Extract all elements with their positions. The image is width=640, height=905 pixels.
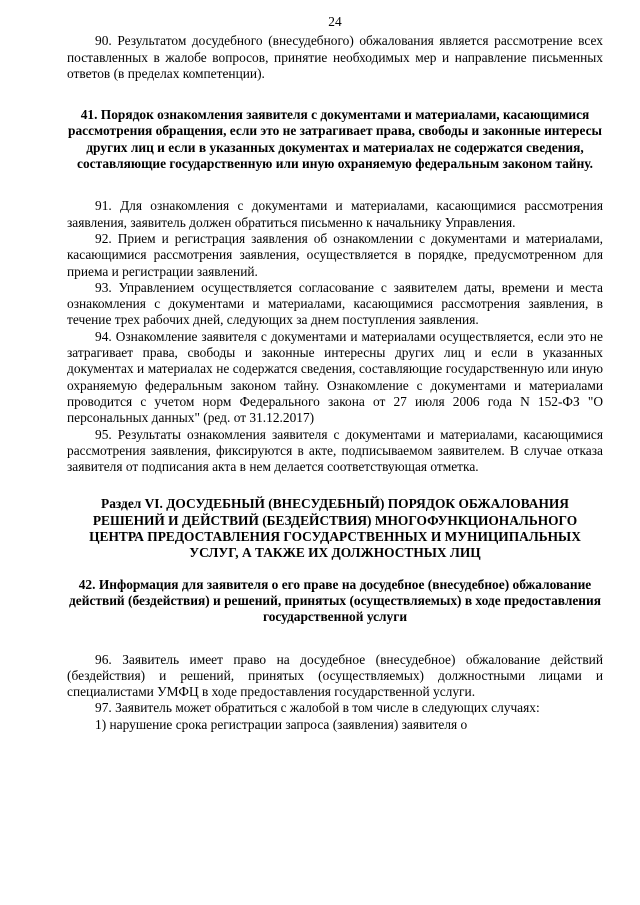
paragraph-92: 92. Прием и регистрация заявления об ознакомлении с документами и материалами, касающимися рассмотрения заявления, осуществляется в порядке, предусмотренном для приема и регистрации заявлений.: [67, 230, 603, 279]
paragraph-90: 90. Результатом досудебного (внесудебного) обжалования является рассмотрение всех поставленных в жалобе вопросов, принятие необходимых мер и направление письменных ответов (в пределах компетенции).: [67, 33, 603, 81]
paragraph-94: 94. Ознакомление заявителя с документами и материалами осуществляется, если это не затрагивает права, свободы и законные интересны других лиц и если в указанных документах и материалах не содержатся сведения, составляющие государственную или иную охраняемую федеральным законом тайну. Ознакомление с документами и материалами проводится с учетом норм Федерального закона от 27 июля 2006 года N 152-ФЗ "О персональных данных" (ред. от 31.12.2017): [67, 328, 603, 426]
paragraph-96: 96. Заявитель имеет право на досудебное (внесудебное) обжалование действий (бездействия) и решений, принятых (осуществляемых) должностными лицами и специалистами УМФЦ в ходе предоставления государственной услуги.: [67, 651, 603, 700]
paragraph-91: 91. Для ознакомления с документами и материалами, касающимися рассмотрения заявления, заявитель должен обратиться письменно к начальнику Управления.: [67, 198, 603, 230]
document-page: [67, 14, 603, 733]
heading-41: 41. Порядок ознакомления заявителя с документами и материалами, касающимися рассмотрения обращения, если это не затрагивает права, свободы и законные интересы других лиц и если в указанных документах и материалах не содержатся сведения, составляющие государственную или иную охраняемую федеральным законом тайну.: [68, 107, 602, 172]
paragraph-95: 95. Результаты ознакомления заявителя с документами и материалами, касающимися рассмотрения заявления, фиксируются в акте, подписываемом заявителем. В случае отказа заявителя от подписания акта в нем делается соответствующая отметка.: [67, 426, 603, 475]
heading-42: 42. Информация для заявителя о его праве на досудебное (внесудебное) обжалование действий (бездействия) и решений, принятых (осуществляемых) в ходе предоставления государственной услуги: [69, 576, 601, 625]
list-item-1: 1) нарушение срока регистрации запроса (заявления) заявителя о: [95, 716, 468, 732]
page-number: 24: [328, 14, 342, 29]
paragraph-97: 97. Заявитель может обратиться с жалобой в том числе в следующих случаях:: [95, 700, 540, 716]
section-6-heading: Раздел VI. ДОСУДЕБНЫЙ (ВНЕСУДЕБНЫЙ) ПОРЯДОК ОБЖАЛОВАНИЯ РЕШЕНИЙ И ДЕЙСТВИЙ (БЕЗДЕЙСТВИЯ) МНОГОФУНКЦИОНАЛЬНОГО ЦЕНТРА ПРЕДОСТАВЛЕНИЯ ГОСУДАРСТВЕННЫХ И МУНИЦИПАЛЬНЫХ УСЛУГ, А ТАКЖЕ ИХ ДОЛЖНОСТНЫХ ЛИЦ: [89, 496, 581, 561]
paragraph-93: 93. Управлением осуществляется согласование с заявителем даты, времени и места ознакомления с документами и материалами, касающимися рассмотрения заявления, в течение трех рабочих дней, следующих за днем поступления заявления.: [67, 279, 603, 328]
